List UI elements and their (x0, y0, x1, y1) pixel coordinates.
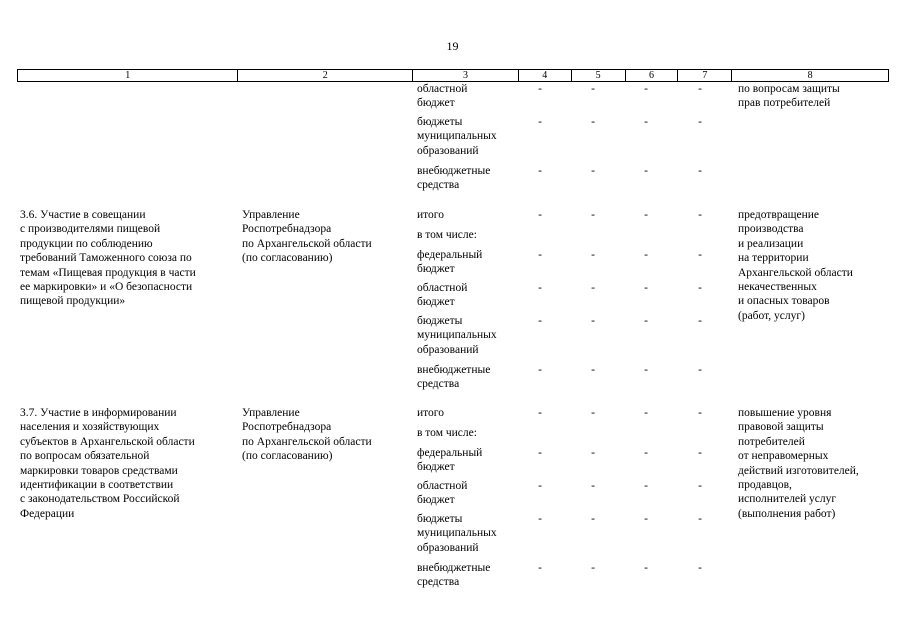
expected-result-line: некачественных (738, 281, 817, 293)
table-header (17, 69, 889, 82)
activity-title-line: пищевой продукции» (20, 295, 126, 308)
funding-value: - (591, 513, 595, 525)
funding-value: - (538, 407, 542, 419)
funding-value: - (698, 165, 702, 177)
funding-value: - (644, 513, 648, 525)
expected-result-line: продавцов, (738, 479, 792, 491)
funding-value: - (538, 116, 542, 128)
funding-value: - (538, 480, 542, 492)
funding-value: - (644, 562, 648, 574)
funding-value: - (591, 83, 595, 95)
expected-result-line: предотвращение (738, 209, 819, 221)
funding-value: - (698, 513, 702, 525)
header-col-6: 6 (625, 70, 678, 81)
funding-value: - (538, 282, 542, 294)
expected-result-line: по вопросам защиты (738, 83, 840, 95)
expected-result-line: на территории (738, 252, 809, 265)
header-col-8: 8 (731, 70, 888, 81)
funding-value: - (538, 364, 542, 376)
funding-value: - (591, 315, 595, 327)
funding-source-label: бюджет (417, 494, 455, 507)
activity-title-line: Федерации (20, 507, 75, 520)
funding-value: - (591, 165, 595, 177)
page-number: 19 (446, 39, 459, 53)
funding-source-label: внебюджетные (417, 562, 491, 574)
funding-source-label: муниципальных (417, 130, 497, 143)
funding-value: - (698, 480, 702, 492)
funding-source-label: средства (417, 378, 460, 391)
funding-source-label: итого (417, 407, 444, 419)
header-col-3: 3 (412, 70, 518, 81)
funding-source-label: образований (417, 541, 479, 554)
funding-value: - (538, 249, 542, 261)
activity-title-line: требований Таможенного союза по (20, 252, 192, 265)
funding-source-label: образований (417, 144, 479, 157)
activity-title-line: с производителями пищевой (20, 223, 161, 236)
executor-line: Управление (242, 209, 300, 221)
funding-value: - (591, 282, 595, 294)
executor-line: по Архангельской области (242, 435, 372, 448)
funding-value: - (591, 116, 595, 128)
expected-result-line: (выполнения работ) (738, 507, 836, 520)
funding-value: - (538, 165, 542, 177)
funding-value: - (644, 364, 648, 376)
header-col-4: 4 (518, 70, 571, 81)
funding-source-label: внебюджетные (417, 364, 491, 376)
expected-result-line: от неправомерных (738, 450, 829, 463)
expected-result-line: действий изготовителей, (738, 464, 859, 477)
funding-value: - (591, 407, 595, 419)
funding-source-label: муниципальных (417, 329, 497, 342)
funding-value: - (698, 407, 702, 419)
funding-value: - (698, 209, 702, 221)
funding-value: - (591, 447, 595, 459)
funding-value: - (538, 447, 542, 459)
expected-result-line: и опасных товаров (738, 295, 830, 308)
activity-title-line: с законодательством Российской (20, 493, 180, 506)
funding-source-label: внебюджетные (417, 165, 491, 177)
activity-title-line: продукции по соблюдению (20, 237, 153, 250)
expected-result-line: правовой защиты (738, 421, 824, 434)
funding-value: - (644, 315, 648, 327)
funding-value: - (644, 480, 648, 492)
funding-source-label: бюджеты (417, 513, 463, 525)
funding-value: - (591, 249, 595, 261)
funding-value: - (538, 83, 542, 95)
funding-source-label: бюджет (417, 296, 455, 309)
funding-value: - (698, 447, 702, 459)
funding-value: - (538, 562, 542, 574)
funding-value: - (644, 116, 648, 128)
expected-result-line: (работ, услуг) (738, 309, 805, 322)
funding-value: - (538, 315, 542, 327)
funding-value: - (644, 165, 648, 177)
funding-value: - (698, 83, 702, 95)
header-col-1: 1 (125, 70, 131, 81)
expected-result-line: повышение уровня (738, 407, 832, 419)
funding-source-label: бюджет (417, 263, 455, 276)
activity-title-line: 3.6. Участие в совещании (20, 209, 146, 221)
funding-source-label: бюджет (417, 461, 455, 474)
executor-line: по Архангельской области (242, 237, 372, 250)
expected-result-line: прав потребителей (738, 97, 831, 110)
activity-title-line: субъектов в Архангельской области (20, 435, 195, 448)
funding-source-label: бюджеты (417, 315, 463, 327)
funding-value: - (644, 249, 648, 261)
funding-source-label: итого (417, 209, 444, 221)
expected-result-line: производства (738, 223, 804, 236)
funding-source-label: федеральный (417, 447, 483, 459)
executor-line: (по согласованию) (242, 450, 333, 463)
funding-value: - (698, 249, 702, 261)
funding-value: - (644, 209, 648, 221)
header-col-5: 5 (571, 70, 625, 81)
funding-value: - (591, 364, 595, 376)
funding-value: - (644, 447, 648, 459)
expected-result-line: потребителей (738, 435, 805, 448)
funding-value: - (538, 209, 542, 221)
funding-value: - (591, 209, 595, 221)
funding-source-label: областной (417, 83, 468, 95)
funding-value: - (591, 562, 595, 574)
funding-value: - (698, 562, 702, 574)
funding-source-label: бюджеты (417, 116, 463, 128)
activity-title-line: населения и хозяйствующих (20, 421, 160, 434)
activity-title-line: 3.7. Участие в информировании (20, 407, 177, 419)
executor-line: (по согласованию) (242, 252, 333, 265)
executor-line: Роспотребнадзора (242, 223, 332, 236)
activity-title-line: темам «Пищевая продукция в части (20, 266, 196, 279)
funding-source-label: в том числе: (417, 427, 477, 439)
funding-value: - (644, 83, 648, 95)
funding-value: - (698, 315, 702, 327)
funding-value: - (644, 407, 648, 419)
header-col-2: 2 (237, 70, 412, 81)
funding-value: - (591, 480, 595, 492)
funding-source-label: бюджет (417, 97, 455, 110)
funding-source-label: средства (417, 576, 460, 589)
activity-title-line: по вопросам обязательной (20, 450, 150, 463)
header-col-7: 7 (677, 70, 731, 81)
funding-source-label: муниципальных (417, 527, 497, 540)
funding-value: - (698, 282, 702, 294)
activity-title-line: ее маркировки» и «О безопасности (20, 281, 193, 293)
expected-result-line: и реализации (738, 237, 804, 250)
executor-line: Роспотребнадзора (242, 421, 332, 434)
funding-source-label: в том числе: (417, 229, 477, 241)
funding-value: - (698, 364, 702, 376)
funding-source-label: областной (417, 282, 468, 294)
activity-title-line: маркировки товаров средствами (20, 464, 178, 477)
executor-line: Управление (242, 407, 300, 419)
funding-value: - (538, 513, 542, 525)
funding-value: - (698, 116, 702, 128)
funding-value: - (644, 282, 648, 294)
funding-source-label: федеральный (417, 249, 483, 261)
activity-title-line: идентификации в соответствии (20, 479, 174, 491)
funding-source-label: образований (417, 343, 479, 356)
expected-result-line: Архангельской области (738, 266, 853, 279)
funding-source-label: средства (417, 179, 460, 192)
funding-source-label: областной (417, 480, 468, 492)
expected-result-line: исполнителей услуг (738, 493, 837, 506)
